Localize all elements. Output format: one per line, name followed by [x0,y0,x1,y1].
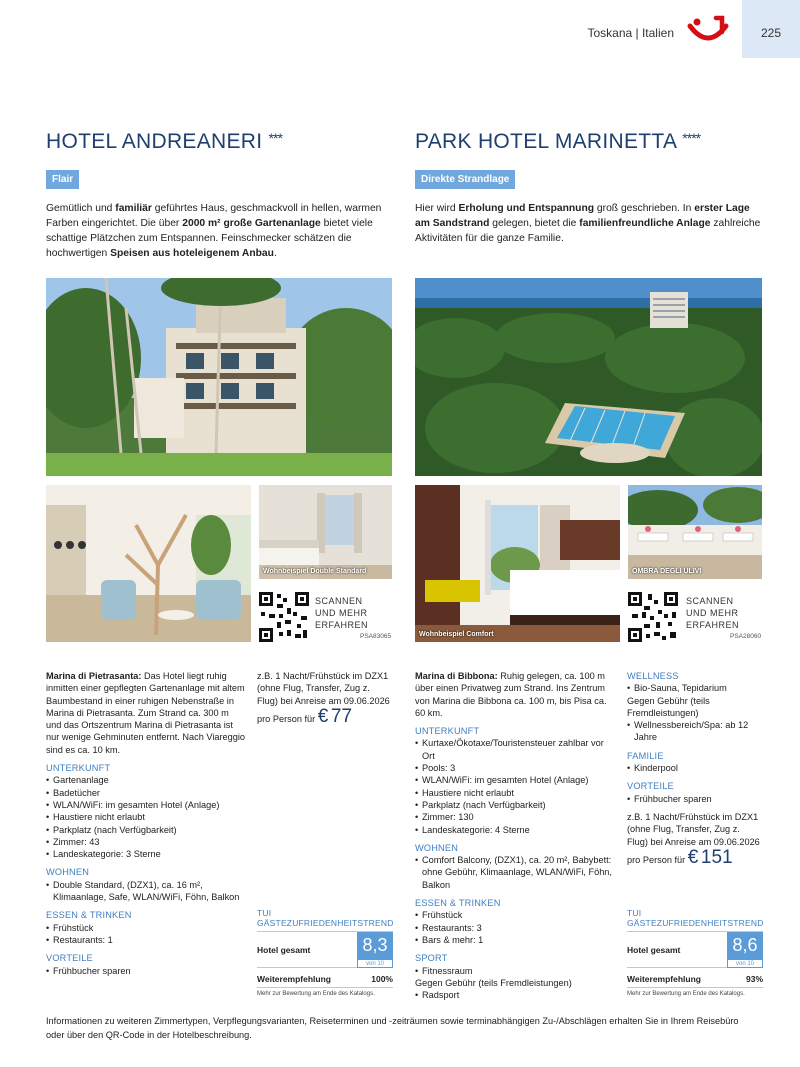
hotel2-intro [415,201,762,246]
hotel1-tag: Flair [46,170,79,189]
hotel1-photo-caption: Wohnbeispiel Double Standard [263,568,367,575]
feature-item: • Zimmer: 130 [415,811,615,823]
feature-list [46,774,246,860]
section-note: Gegen Gebühr (teils Fremdleistungen) [415,977,572,988]
hotel2-photo-caption: Wohnbeispiel Comfort [419,631,494,638]
hotel1-intro-part: 2000 m² große Gartenanlage [182,218,321,229]
hotel2-terrace-photo [628,485,762,579]
hotel2-scan-label: SCANNEN UND MEHR ERFAHREN [686,596,740,630]
hotel2-tag: Direkte Strandlage [415,170,515,189]
feature-list [627,762,763,774]
feature-list [415,737,615,835]
feature-item: • Frühbucher sparen [627,793,763,805]
footer-note: Informationen zu weiteren Zimmertypen, Verpflegungsvarianten, Reiseterminen und -zeiträumen sowie terminabhängigen Zu-/Abschlägen erhalten Sie in Ihrem Reisebüro oder über den QR-Code in der Hotelbeschreibung. [46,1016,739,1040]
region-label: Toskana | Italien [587,26,674,40]
feature-item: • Parkplatz (nach Verfügbarkeit) [46,824,246,836]
hotel1-price-block [257,670,393,725]
hotel2-main-photo [415,278,762,476]
feature-item: • Haustiere nicht erlaubt [46,811,246,823]
hotel1-scan-label: SCANNEN UND MEHR ERFAHREN [315,596,369,630]
section-heading: WOHNEN [415,842,459,853]
section-heading: SPORT [415,953,448,964]
hotel2-intro-part: Hier wird [415,203,459,214]
hotel2-recommendation: Weiterempfehlung 93% [627,968,763,988]
hotel1-price: pro Person für € 77 [257,705,353,727]
hotel1-intro-part: Speisen aus hoteleigenem Anbau [110,248,274,259]
hotel1-title: HOTEL ANDREANERI *** [46,130,282,153]
hotel1-intro-part: familiär [115,203,152,214]
feature-item: • Bars & mehr: 1 [415,934,615,946]
hotel1-trend: TUI GÄSTEZUFRIEDENHEITSTREND Hotel gesamt 8,3 von 10 Weiterempfehlung 100% Mehr zur Bewertung am Ende des Katalogs. [257,908,394,997]
hotel2-intro-part: Erholung und Entspannung [458,203,595,214]
hotel1-lobby-photo [46,485,251,642]
feature-item: • Zimmer: 43 [46,836,246,848]
feature-item: • Kinderpool [627,762,763,774]
feature-item: • Parkplatz (nach Verfügbarkeit) [415,799,615,811]
feature-list [46,965,246,977]
section-heading: WOHNEN [46,867,90,878]
hotel2-trend-overall: Hotel gesamt 8,6 von 10 [627,932,763,968]
hotel2-location: Marina di Bibbona: Ruhig gelegen, ca. 100 m über einen Privatweg zum Strand. Ins Zentrum von Marina die Bibbona ca. 100 m, bis Pisa ca. 60 km. [415,671,607,718]
hotel2-details [415,670,615,1001]
feature-list [627,793,763,805]
hotel2-room-photo [415,485,620,642]
feature-item: • Frühstück [46,922,246,934]
hotel1-stars: *** [268,130,282,146]
hotel2-intro-part: erster Lage am Sandstrand [415,203,750,229]
hotel1-intro-part: . [273,248,277,259]
feature-item: • Pools: 3 [415,762,615,774]
hotel2-intro-part: groß geschrieben. In [594,203,695,214]
feature-item: • Gartenanlage [46,774,246,786]
section-heading: ESSEN & TRINKEN [46,910,132,921]
feature-item: • WLAN/WiFi: im gesamten Hotel (Anlage) [46,799,246,811]
hotel1-recommendation: Weiterempfehlung 100% [257,968,393,988]
page-number: 225 [760,26,782,40]
section-heading: UNTERKUNFT [46,763,111,774]
feature-item: • Haustiere nicht erlaubt [415,787,615,799]
hotel1-header [46,130,392,261]
hotel2-qr-code-icon[interactable] [628,592,678,642]
feature-item: • Frühbucher sparen [46,965,246,977]
section-heading: UNTERKUNFT [415,726,480,737]
page-header [0,0,800,60]
section-note: Gegen Gebühr (teils Fremdleistungen) [627,695,710,718]
feature-item: • Restaurants: 1 [46,934,246,946]
section-heading: FAMILIE [627,750,664,761]
hotel2-intro-part: zahlreiche Aktivitäten für die ganze Familie. [415,218,761,244]
hotel1-qr-code-icon[interactable] [259,592,309,642]
feature-list [415,989,615,1001]
feature-item: • WLAN/WiFi: im gesamten Hotel (Anlage) [415,774,615,786]
hotel2-intro-part: familienfreundliche Anlage [579,218,711,229]
feature-item: • Landeskategorie: 4 Sterne [415,824,615,836]
feature-item: • Restaurants: 3 [415,922,615,934]
feature-list [415,854,615,891]
feature-list [415,965,615,977]
feature-item: • Bio-Sauna, Tepidarium [627,682,763,694]
hotel2-price-text: z.B. 1 Nacht/Frühstück im DZX1 (ohne Flug, Transfer, Zug z. Flug) bei Anreise am 09.06.2026 [627,811,760,847]
hotel1-location: Marina di Pietrasanta: Das Hotel liegt ruhig inmitten einer gepflegten Gartenanlage mit altem Baumbestand in einer ruhigen Nebenstraße in Marina di Pietrasanta. Zum Strand ca. 300 m und das Ortszentrum Marina di Pietrasanta ist nur wenige Gehminuten entfernt. Nach Viareggio sind es ca. 10 km. [46,671,246,755]
hotel2-title: PARK HOTEL MARINETTA **** [415,130,701,153]
hotel1-main-photo [46,278,392,476]
feature-item: • Comfort Balcony, (DZX1), ca. 20 m², Babybett: ohne Gebühr, Klimaanlage, WLAN/WiFi, Föhn, Balkon [415,854,615,891]
hotel2-intro-part: gelegen, bietet die [489,218,580,229]
feature-item: • Double Standard, (DZX1), ca. 16 m², Klimaanlage, Safe, WLAN/WiFi, Föhn, Balkon [46,879,246,904]
section-heading: WELLNESS [627,671,679,681]
feature-item: • Fitnessraum [415,965,615,977]
hotel1-score-badge: 8,3 von 10 [357,932,393,968]
section-heading: ESSEN & TRINKEN [415,898,501,909]
tui-logo-icon [686,14,730,48]
hotel2-price: pro Person für € 151 [627,846,733,868]
section-heading: VORTEILE [627,781,674,792]
hotel2-header [415,130,762,246]
feature-item: • Badetücher [46,787,246,799]
hotel1-details [46,670,246,977]
hotel1-code: PSA83065 [360,633,392,640]
hotel1-trend-overall: Hotel gesamt 8,3 von 10 [257,932,393,968]
hotel2-stars: **** [682,130,701,146]
hotel1-intro [46,201,392,261]
hotel1-room-photo [259,485,392,579]
hotel2-side-block [627,664,763,866]
feature-item: • Landeskategorie: 3 Sterne [46,848,246,860]
feature-item: • Wellnessbereich/Spa: ab 12 Jahre [627,719,763,744]
section-heading: VORTEILE [46,953,93,964]
hotel2-score-badge: 8,6 von 10 [727,932,763,968]
feature-list [46,922,246,947]
feature-list [627,719,763,744]
hotel1-intro-part: bietet viele schattige Plätzchen zum Entspannen. Feinschmecker schätzen die hochwertigen [46,218,373,259]
feature-item: • Kurtaxe/Ökotaxe/Touristensteuer zahlbar vor Ort [415,737,615,762]
feature-list [46,879,246,904]
feature-list [627,682,763,694]
hotel1-price-text: z.B. 1 Nacht/Frühstück im DZX1 (ohne Flug, Transfer, Zug z. Flug) bei Anreise am 09.06.2026 [257,671,390,706]
hotel1-intro-part: Gemütlich und [46,203,116,214]
hotel2-code: PSA28060 [730,633,762,640]
hotel2-trend: TUI GÄSTEZUFRIEDENHEITSTREND Hotel gesamt 8,6 von 10 Weiterempfehlung 93% Mehr zur Bewertung am Ende des Katalogs. [627,908,764,997]
hotel1-intro-part: geführtes Haus, geschmackvoll in hellen, warmen Farben eingerichtet. Die über [46,203,382,229]
feature-item: • Frühstück [415,909,615,921]
hotel2-image-text: OMBRA DEGLI ULIVI [632,568,702,575]
feature-item: • Radsport [415,989,615,1001]
feature-list [415,909,615,946]
